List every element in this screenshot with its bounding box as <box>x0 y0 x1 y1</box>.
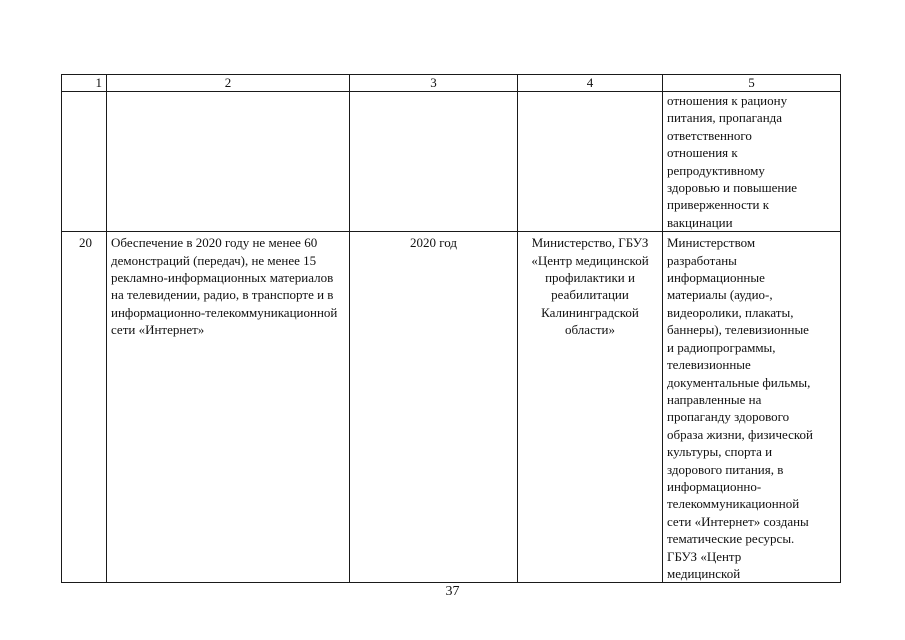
cont-cell-period <box>350 92 518 232</box>
text-line: культуры, спорта и <box>667 444 773 460</box>
header-cell-1: 1 <box>62 75 107 92</box>
cont-cell-result <box>663 92 841 232</box>
text-line: здорового питания, в <box>667 461 784 477</box>
header-cell-2: 2 <box>107 75 350 92</box>
text-line: тематические ресурсы. <box>667 531 795 547</box>
text-line: образа жизни, физической <box>667 426 814 442</box>
text-line: вакцинации <box>667 214 733 230</box>
text-line: информационные <box>667 270 765 286</box>
cont-result-lines <box>667 92 836 231</box>
text-line: здоровью и повышение <box>667 180 798 196</box>
row-number: 20 <box>62 232 107 583</box>
text-line: информационно- <box>667 478 762 494</box>
text-line: сети «Интернет» созданы <box>667 513 809 529</box>
task-description: Обеспечение в 2020 году не менее 60 демонстраций (передач), не менее 15 рекламно-информационных материалов на телевидении, радио, в транспорте и в информационно-телекоммуникационной сети «Интернет» <box>107 232 350 583</box>
text-line: отношения к <box>667 145 738 161</box>
text-line: материалы (аудио-, <box>667 287 773 303</box>
header-cell-3: 3 <box>350 75 518 92</box>
text-line: репродуктивному <box>667 162 765 178</box>
text-line: разработаны <box>667 252 737 268</box>
cont-cell-num <box>62 92 107 232</box>
header-cell-4: 4 <box>518 75 663 92</box>
header-row <box>62 75 841 92</box>
text-line: направленные на <box>667 391 762 407</box>
text-line: и радиопрограммы, <box>667 339 776 355</box>
text-line: телевизионные <box>667 357 751 373</box>
text-line: телекоммуникационной <box>667 496 800 512</box>
text-line: питания, пропаганда <box>667 110 783 126</box>
text-line: приверженности к <box>667 197 770 213</box>
execution-period: 2020 год <box>350 232 518 583</box>
page-number: 37 <box>445 584 460 599</box>
report-table <box>61 74 841 583</box>
table-wrapper <box>61 74 841 583</box>
result-description <box>663 232 841 583</box>
text-line: отношения к рациону <box>667 93 788 108</box>
text-line: документальные фильмы, <box>667 374 811 390</box>
text-line: видеоролики, плакаты, <box>667 304 794 320</box>
cont-cell-task <box>107 92 350 232</box>
table-row-20 <box>62 232 841 583</box>
table-row-continuation <box>62 92 841 232</box>
cont-cell-executor <box>518 92 663 232</box>
text-line: баннеры), телевизионные <box>667 322 809 338</box>
executor: Министерство, ГБУЗ «Центр медицинской профилактики и реабилитации Калининградской области» <box>518 232 663 583</box>
text-line: пропаганду здорового <box>667 409 790 425</box>
header-cell-5: 5 <box>663 75 841 92</box>
text-line: медицинской <box>667 565 741 581</box>
text-line: Министерством <box>667 235 756 251</box>
text-line: ответственного <box>667 127 752 143</box>
row20-result-lines <box>667 234 836 582</box>
text-line: ГБУЗ «Центр <box>667 548 742 564</box>
